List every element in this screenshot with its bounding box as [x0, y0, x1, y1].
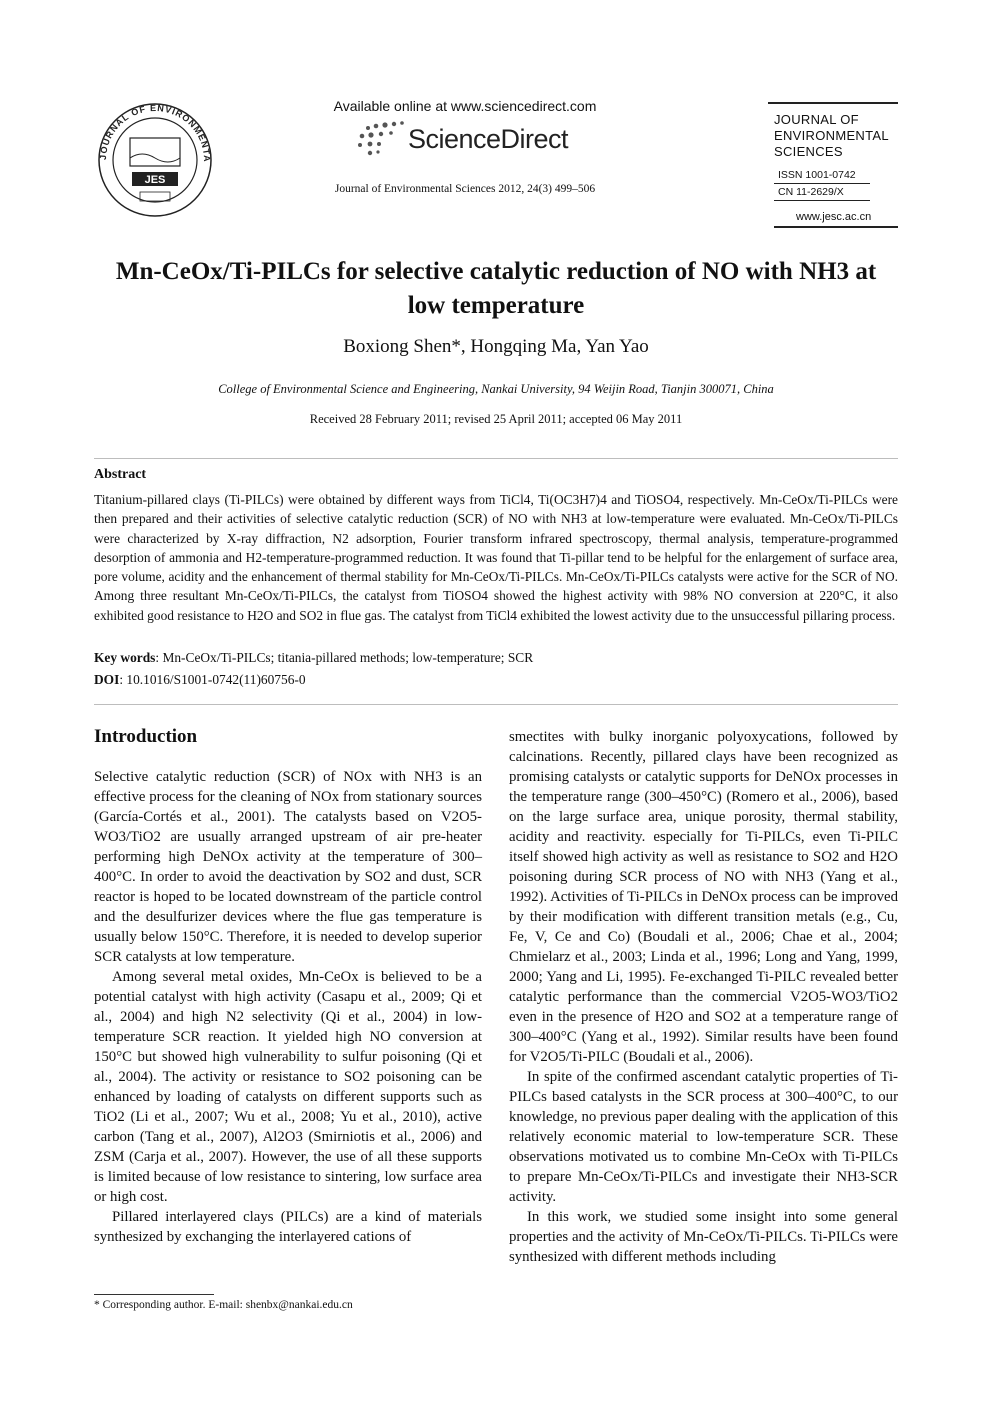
- divider: [94, 704, 898, 705]
- paragraph: In this work, we studied some insight into some general properties and the activity of Mn-CeOx/Ti-PILCs. Ti-PILCs were synthesized with different methods including: [509, 1209, 898, 1265]
- issn: ISSN 1001-0742: [778, 169, 856, 181]
- article-title: Mn-CeOx/Ti-PILCs for selective catalytic reduction of NO with NH3 at low temperature: [115, 258, 877, 319]
- author-affiliation: College of Environmental Science and Engineering, Nankai University, 94 Weijin Road, Tianjin 300071, China: [218, 382, 774, 396]
- svg-text:JOURNAL OF ENVIRONMENTAL SCIEN: [92, 100, 212, 163]
- left-column: [94, 767, 482, 1247]
- journal-name-line2: ENVIRONMENTAL: [774, 128, 889, 143]
- corresponding-author-footnote: * Corresponding author. E-mail: shenbx@nankai.edu.cn: [94, 1299, 353, 1311]
- journal-name-line3: SCIENCES: [774, 144, 843, 159]
- sciencedirect-wordmark: ScienceDirect: [408, 124, 569, 154]
- right-column: [509, 727, 898, 1267]
- footnote-rule: [94, 1294, 214, 1295]
- journal-masthead: [768, 102, 898, 228]
- available-online: Available online at www.sciencedirect.com: [333, 98, 597, 114]
- journal-website[interactable]: www.jesc.ac.cn: [796, 211, 872, 223]
- doi-value[interactable]: 10.1016/S1001-0742(11)60756-0: [126, 672, 306, 687]
- abstract-text: Titanium-pillared clays (Ti-PILCs) were obtained by different ways from TiCl4, Ti(OC3H7)4 and TiOSO4, respectively. Mn-CeOx/Ti-PILCs were then prepared and their activities of selective catalytic reduction (SCR) of NO with NH3 at low-temperature were evaluated. Mn-CeOx/Ti-PILCs were characterized by X-ray diffraction, N2 adsorption, Fourier transform infrared spectroscopy, thermal analysis, temperature-programmed desorption of ammonia and H2-temperature-programmed reduction. It was found that Ti-pillar tend to be helpful for the enlargement of surface area, pore volume, acidity and the enhancement of thermal stability for Mn-CeOx/Ti-PILCs. Mn-CeOx/Ti-PILCs catalysts were active for the SCR of NO. Among three resultant Mn-CeOx/Ti-PILCs, the catalyst from TiOSO4 showed the highest activity with 98% NO conversion at 220°C, it also exhibited good resistance to H2O and SO2 in flue gas. The catalyst from TiCl4 exhibited the lowest activity due to the unsuccessful pillaring process.: [94, 492, 898, 623]
- article-dates: Received 28 February 2011; revised 25 April 2011; accepted 06 May 2011: [309, 412, 683, 426]
- sciencedirect-dots-icon: [354, 118, 414, 158]
- logo-text: JES: [144, 174, 166, 186]
- doi: DOI: 10.1016/S1001-0742(11)60756-0: [94, 672, 306, 687]
- doi-label: DOI: [94, 672, 120, 687]
- abstract-heading: Abstract: [94, 467, 147, 482]
- logo-ring-text: JOURNAL OF ENVIRONMENTA: [97, 102, 213, 163]
- keywords-label: Key words: [94, 650, 156, 665]
- article-authors: Boxiong Shen*, Hongqing Ma, Yan Yao: [343, 336, 649, 357]
- divider: [94, 458, 898, 459]
- paragraph: Selective catalytic reduction (SCR) of NOx with NH3 is an effective process for the cleaning of NOx from stationary sources (García-Cortés et al., 2001). The catalysts based on V2O5-WO3/TiO2 are usually arranged upstream of air pre-heater performing high DeNOx activity at the temperature of 300–400°C. In order to avoid the deactivation by SO2 and dust, SCR reactor is hoped to be located downstream of the particle control and the desulfurizer devices where the flue gas temperature is usually below 150°C. Therefore, it is needed to develop superior SCR catalysts at low temperature.: [94, 769, 482, 965]
- keywords-value: Mn-CeOx/Ti-PILCs; titania-pillared methods; low-temperature; SCR: [162, 650, 534, 665]
- jes-logo: [92, 100, 218, 220]
- paragraph: In spite of the confirmed ascendant catalytic properties of Ti-PILCs based catalysts in the SCR process at 300–400°C, to our knowledge, no previous paper dealing with the application of this relatively economic material to low-temperature SCR. These observations motivated us to combine Mn-CeOx with Ti-PILCs to prepare Mn-CeOx/Ti-PILCs and investigate their NH3-SCR activity.: [509, 1069, 898, 1205]
- keywords: Key words: Mn-CeOx/Ti-PILCs; titania-pillared methods; low-temperature; SCR: [94, 650, 534, 665]
- section-heading-introduction: Introduction: [94, 726, 198, 747]
- paragraph: Pillared interlayered clays (PILCs) are a kind of materials synthesized by exchanging the interlayered cations of: [94, 1209, 482, 1245]
- journal-citation: Journal of Environmental Sciences 2012, 24(3) 499–506: [334, 183, 596, 195]
- paragraph: Among several metal oxides, Mn-CeOx is believed to be a potential catalyst with high activity (Casapu et al., 2009; Qi et al., 2004) and high N2 selectivity (Qi et al., 2004) in low-temperature SCR reaction. It yielded high NO conversion at 150°C but showed high vulnerability to sulfur poisoning (Qi et al., 2004). The activity or resistance to SO2 poisoning can be enhanced by loading of catalysts on different supports such as TiO2 (Li et al., 2007; Wu et al., 2008; Yu et al., 2010), active carbon (Tang et al., 2007), Al2O3 (Smirniotis et al., 2006) and ZSM (Carja et al., 2007). However, the use of all these supports is limited because of low resistance to sintering, low surface area or high cost.: [94, 969, 482, 1205]
- journal-name-line1: JOURNAL OF: [774, 112, 859, 127]
- paragraph: smectites with bulky inorganic polyoxycations, followed by calcinations. Recently, pillared clays have been recognized as promising catalysts or catalytic supports for DeNOx processes in the temperature range (300–450°C) (Romero et al., 2006), based on the large surface area, unique porosity, thermal stability, acidity and reactivity. especially for Ti-PILCs, even Ti-PILC itself showed high activity as well as resistance to SO2 and H2O poisoning during SCR process of NO with NH3 (Yang et al., 1992). Activities of Ti-PILCs in DeNOx process can be improved by their modification with different transition metals (e.g., Cu, Fe, V, Ce and Co) (Boudali et al., 2006; Chae et al., 2004; Chmielarz et al., 2003; Linda et al., 1996; Long and Yang, 1999, 2000; Yang and Li, 1995). Fe-exchanged Ti-PILC revealed better catalytic performance than the commercial V2O5-WO3/TiO2 even in the presence of H2O and SO2 at a temperature range of 300–400°C (Yang et al., 1992). Similar results have been found for V2O5/Ti-PILC (Boudali et al., 2006).: [509, 729, 898, 1065]
- cn-code: CN 11-2629/X: [778, 186, 844, 198]
